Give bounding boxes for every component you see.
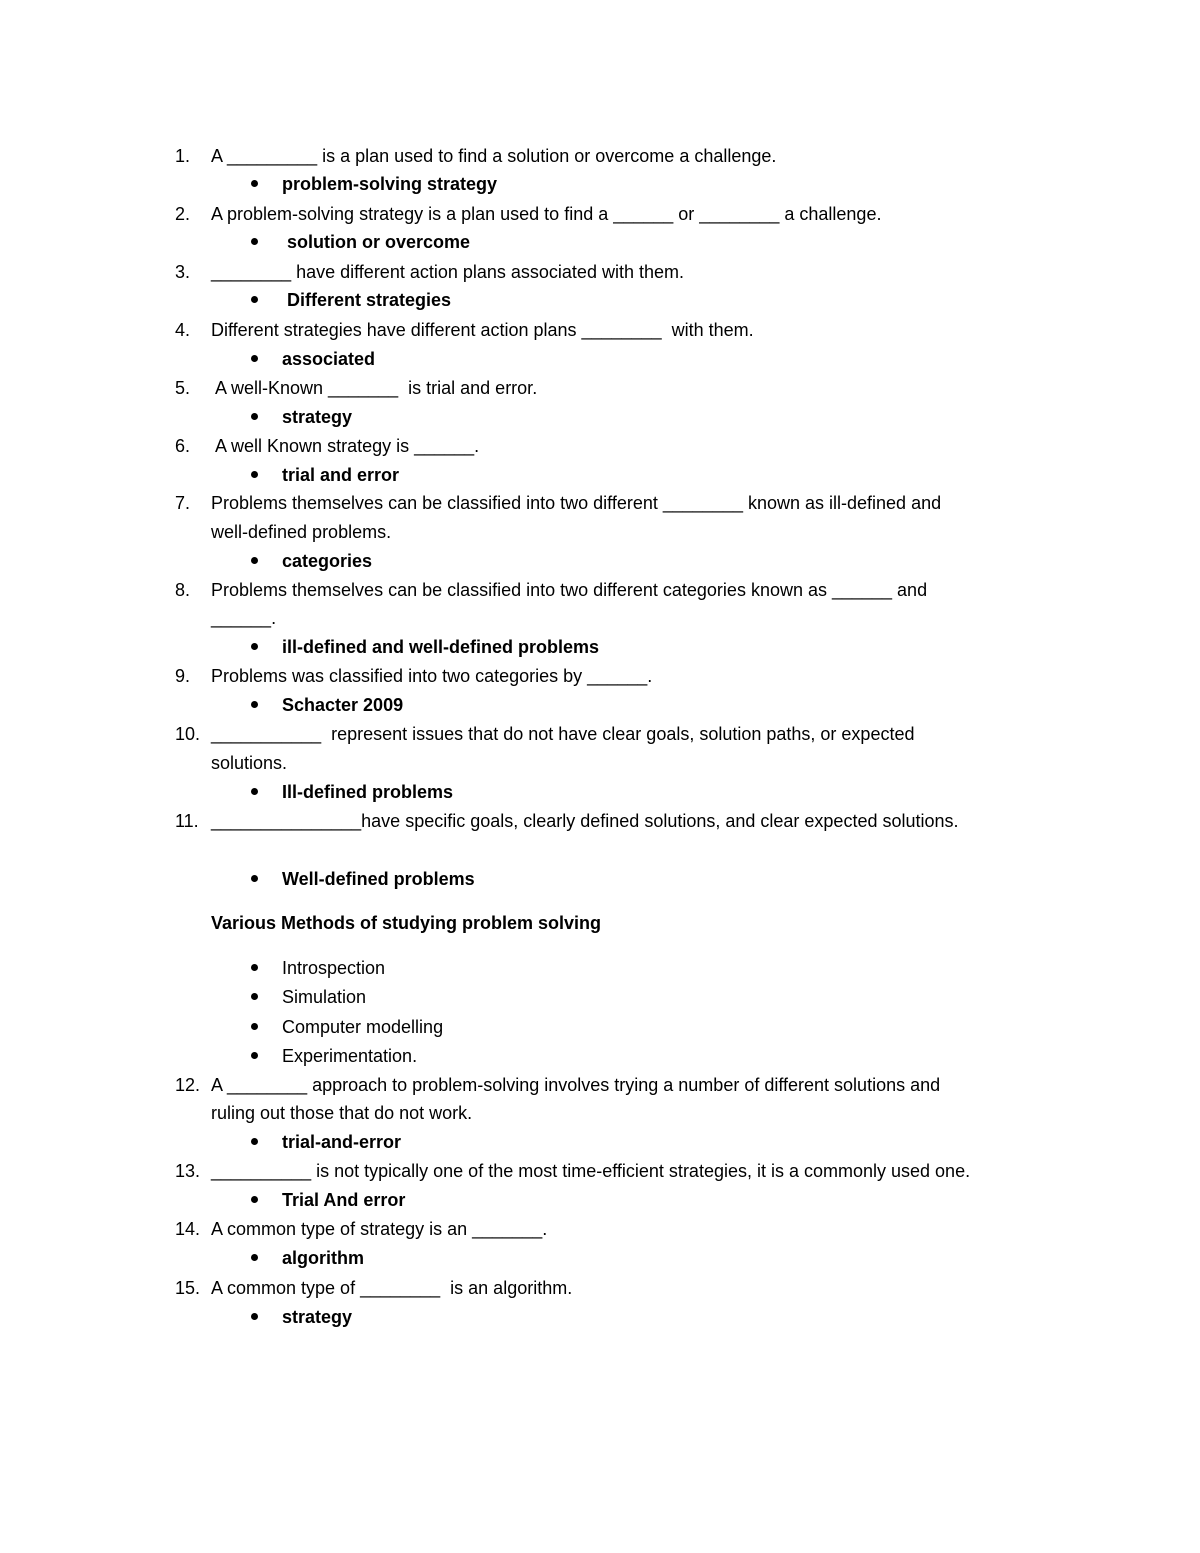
bullet-icon	[251, 875, 258, 882]
question-text: ________ have different action plans associated with them.	[211, 262, 684, 282]
item-number: 9.	[175, 666, 191, 686]
answer-text: Well-defined problems	[282, 869, 475, 889]
answer-text: algorithm	[282, 1248, 365, 1268]
item-number: 3.	[175, 262, 191, 282]
bullet-icon	[251, 413, 258, 420]
answer-text: Trial And error	[282, 1190, 406, 1210]
question-text: A ________ approach to problem-solving involves trying a number of different solutions and	[211, 1075, 941, 1095]
question-text: Problems themselves can be classified into two different categories known as ______ and	[211, 580, 928, 600]
item-number: 1.	[175, 146, 191, 166]
item-number: 14.	[175, 1219, 201, 1239]
answer-text: associated	[282, 349, 376, 369]
item-number: 5.	[175, 378, 191, 398]
bullet-icon	[251, 993, 258, 1000]
answer-text: strategy	[282, 1307, 353, 1327]
bullet-icon	[251, 471, 258, 478]
question-text: _______________have specific goals, clearly defined solutions, and clear expected solutions.	[211, 811, 959, 831]
method-item: Computer modelling	[282, 1017, 444, 1037]
bullet-icon	[251, 1254, 258, 1261]
question-text: A problem-solving strategy is a plan used to find a ______ or ________ a challenge.	[211, 204, 882, 224]
section-heading: Various Methods of studying problem solving	[211, 913, 602, 933]
question-text-continued: ruling out those that do not work.	[211, 1103, 473, 1123]
question-text: A common type of strategy is an _______.	[211, 1219, 548, 1239]
item-number: 12.	[175, 1075, 201, 1095]
question-text-continued: ______.	[211, 608, 277, 628]
question-text: ___________ represent issues that do not have clear goals, solution paths, or expected	[211, 724, 915, 744]
answer-text: problem-solving strategy	[282, 174, 498, 194]
question-text: A _________ is a plan used to find a solution or overcome a challenge.	[211, 146, 777, 166]
method-item: Introspection	[282, 958, 386, 978]
bullet-icon	[251, 238, 258, 245]
item-number: 13.	[175, 1161, 201, 1181]
bullet-icon	[251, 1138, 258, 1145]
item-number: 15.	[175, 1278, 201, 1298]
bullet-icon	[251, 1313, 258, 1320]
question-text: A well-Known _______ is trial and error.	[211, 378, 538, 398]
answer-text: categories	[282, 551, 373, 571]
answer-text: strategy	[282, 407, 353, 427]
answer-text: Schacter 2009	[282, 695, 404, 715]
answer-text: trial-and-error	[282, 1132, 402, 1152]
bullet-icon	[251, 180, 258, 187]
answer-text: ill-defined and well-defined problems	[282, 637, 600, 657]
bullet-icon	[251, 296, 258, 303]
answer-text: Different strategies	[282, 290, 452, 310]
question-text: Different strategies have different action plans ________ with them.	[211, 320, 754, 340]
item-number: 10.	[175, 724, 201, 744]
answer-text: trial and error	[282, 465, 400, 485]
bullet-icon	[251, 1023, 258, 1030]
item-number: 11.	[175, 811, 199, 831]
method-item: Experimentation.	[282, 1046, 418, 1066]
bullet-icon	[251, 1052, 258, 1059]
answer-text: solution or overcome	[282, 232, 471, 252]
bullet-icon	[251, 557, 258, 564]
question-text: A common type of ________ is an algorithm.	[211, 1278, 573, 1298]
bullet-icon	[251, 701, 258, 708]
question-text: Problems themselves can be classified into two different ________ known as ill-defined and	[211, 493, 942, 513]
question-text: __________ is not typically one of the most time-efficient strategies, it is a commonly used one.	[211, 1161, 971, 1181]
item-number: 7.	[175, 493, 191, 513]
question-text-continued: well-defined problems.	[211, 522, 392, 542]
bullet-icon	[251, 1196, 258, 1203]
question-text-continued: solutions.	[211, 753, 288, 773]
bullet-icon	[251, 788, 258, 795]
answer-text: Ill-defined problems	[282, 782, 454, 802]
bullet-icon	[251, 964, 258, 971]
method-item: Simulation	[282, 987, 367, 1007]
question-text: A well Known strategy is ______.	[211, 436, 480, 456]
item-number: 2.	[175, 204, 191, 224]
bullet-icon	[251, 643, 258, 650]
question-text: Problems was classified into two categories by ______.	[211, 666, 653, 686]
item-number: 8.	[175, 580, 191, 600]
item-number: 6.	[175, 436, 191, 456]
item-number: 4.	[175, 320, 191, 340]
bullet-icon	[251, 355, 258, 362]
